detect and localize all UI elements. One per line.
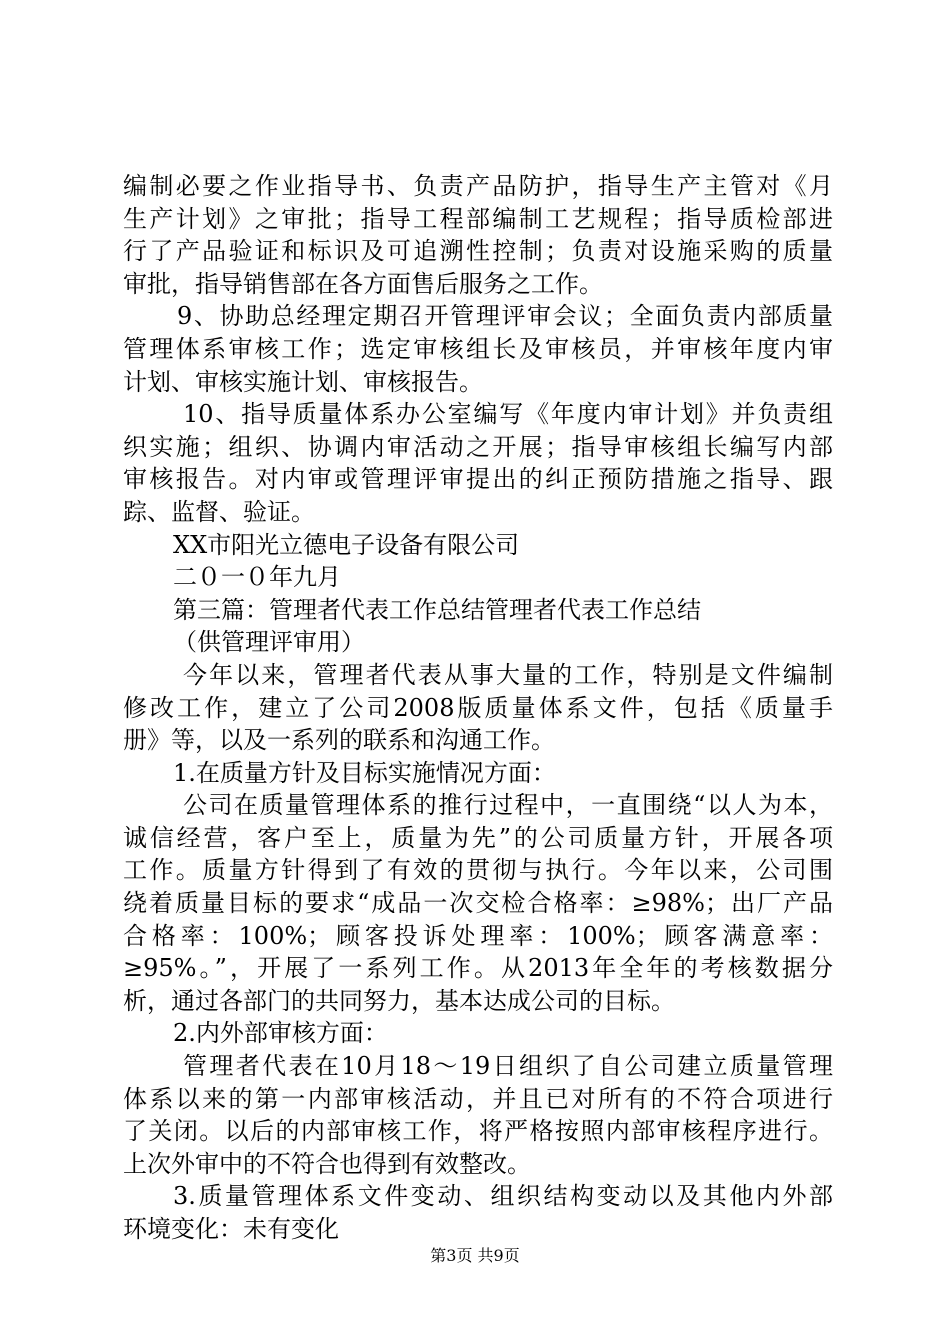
text-line: 踪、监督、验证。 [123,497,315,526]
text-line: 工作。质量方针得到了有效的贯彻与执行。今年以来，公司围 [123,856,833,885]
text-line: 9、协助总经理定期召开管理评审会议；全面负责内部质量 [177,302,833,331]
text-line: 册》等，以及一系列的联系和沟通工作。 [123,726,555,755]
text-line: 2.内外部审核方面： [173,1019,388,1048]
text-line: ≥95%。”，开展了一系列工作。从2013年全年的考核数据分 [123,954,833,983]
text-line: （供管理评审用） [173,628,365,657]
text-line: XX市阳光立德电子设备有限公司 [173,530,520,559]
text-line: 今年以来，管理者代表从事大量的工作，特别是文件编制 [183,660,833,689]
text-line: 计划、审核实施计划、审核报告。 [123,367,483,396]
text-line: 公司在质量管理体系的推行过程中，一直围绕“以人为本， [183,791,833,820]
text-line: 第三篇：管理者代表工作总结管理者代表工作总结 [173,595,701,624]
page-footer: 第3页 共9页 [430,1246,520,1265]
text-line: 析，通过各部门的共同努力，基本达成公司的目标。 [123,986,675,1015]
text-line: 编制必要之作业指导书、负责产品防护，指导生产主管对《月 [123,172,833,200]
text-line: 绕着质量目标的要求“成品一次交检合格率：≥98%；出厂产品 [123,889,833,918]
text-line: 二０一０年九月 [173,563,341,592]
text-line: 环境变化：未有变化 [123,1215,339,1243]
text-line: 管理体系审核工作；选定审核组长及审核员，并审核年度内审 [123,334,833,363]
text-line: 1.在质量方针及目标实施情况方面： [173,758,556,787]
text-line: 织实施；组织、协调内审活动之开展；指导审核组长编写内部 [123,432,833,461]
text-line: 审批，指导销售部在各方面售后服务之工作。 [123,269,603,298]
text-line: 生产计划》之审批；指导工程部编制工艺规程；指导质检部进 [123,204,833,233]
text-line: 上次外审中的不符合也得到有效整改。 [123,1149,531,1178]
text-line: 行了产品验证和标识及可追溯性控制；负责对设施采购的质量 [123,237,833,266]
text-line: 体系以来的第一内部审核活动，并且已对所有的不符合项进行 [123,1084,833,1113]
text-line: 审核报告。对内审或管理评审提出的纠正预防措施之指导、跟 [123,465,833,494]
text-line: 3.质量管理体系文件变动、组织结构变动以及其他内外部 [173,1182,833,1211]
text-line: 合格率：100%；顾客投诉处理率：100%；顾客满意率： [123,921,833,950]
document-body [123,170,833,1246]
text-line: 修改工作，建立了公司2008版质量体系文件，包括《质量手 [123,693,833,722]
text-line: 了关闭。以后的内部审核工作，将严格按照内部审核程序进行。 [123,1117,833,1146]
text-line: 管理者代表在10月18～19日组织了自公司建立质量管理 [183,1052,833,1081]
text-line: 诚信经营，客户至上，质量为先”的公司质量方针，开展各项 [123,823,833,852]
text-line: 10、指导质量体系办公室编写《年度内审计划》并负责组 [183,400,833,429]
